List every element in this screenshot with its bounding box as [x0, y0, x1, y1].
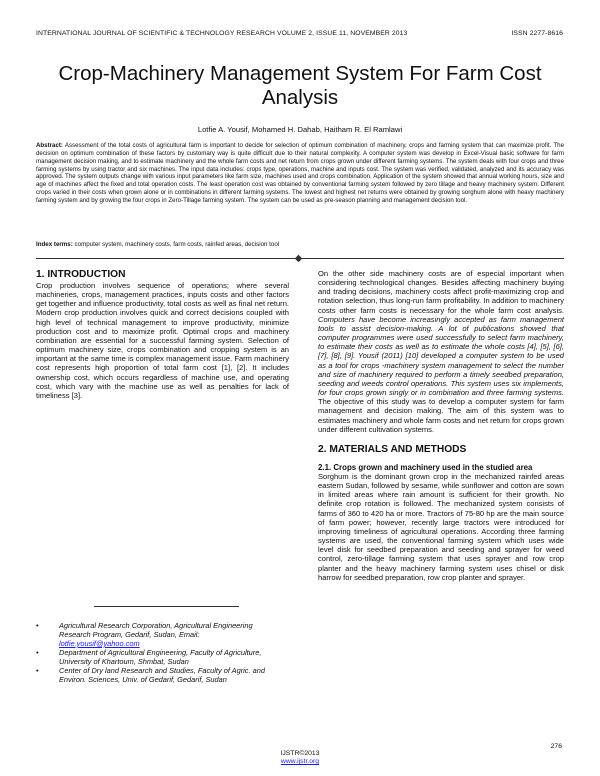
- right-paragraph-1-italic: Computers have become increasingly accepted as farm management tools to assist decision-making. A lot of publications showed that computer programmes were used successfully to select farm machinery, to estimate their costs as well as to estimate the whole costs [4], [5], [6], [7], [8], [9]. Yousif (2011) [10] developed a computer system to be used as a tool for crops -machinery system management to select the number and size of machinery required to perform a timely seedbed preparation, seeding and weeds control operations. This system uses six implements, for four crops grown singly or in combination and three farming systems.: [318, 314, 564, 398]
- email-link[interactable]: lotfie.yousif@yahoo.com: [59, 639, 140, 648]
- abstract-text: Assessment of the total costs of agricultural farm is important to decide for selection of optimum combination of machinery, crops and farming system that can maximize profit. The decision on optimum combination of these factors by customary way is quite difficult due to their natural complexity. A computer system was develop in Excel-Visual basic software for farm management decision making, and to estimate machinery and the whole farm costs and net return from crops grown under different farming systems. The system deals with four crops and three farming systems by using tractor and six machines. The input data includes: crops type, operations, machine and inputs cost. The system was verified, validated, analyzed and its accuracy was approved. The system outputs change with various input parameters like farm size, machines used and crops combination. Application of the system showed that annual working hours, size and age of machines affect the fixed and total operation costs. The least operation cost was obtained by conventional farming system followed by zero tillage and heavy machinery system. Different crops varied in their costs when grown alone or in combinations in different farming systems. The lowest and highest net returns were obtained by growing sorghum alone with heavy machinery farming system and by growing the four crops in Zero-Tillage farming system. The system can be used as pre-season planning and management decision tool.: [36, 142, 564, 204]
- right-paragraph-1: [318, 269, 564, 434]
- divider-diamond-icon: [295, 255, 302, 262]
- footnotes: [36, 621, 276, 684]
- footnote-text: Department of Agricultural Engineering, Faculty of Agriculture, University of Khartoum, Shmbat, Sudan: [59, 648, 262, 666]
- materials-methods-heading: 2. MATERIALS AND METHODS: [318, 443, 467, 455]
- email-label: Email:: [178, 630, 200, 639]
- footer-code: IJSTR©2013: [280, 750, 320, 757]
- right-paragraph-1-normal: On the other side machinery costs are of especial important when considering technological changes. Besides affecting machinery buying and trading decisions, machinery costs affect profit-maximizing crop and rotation selection, thus long-run farm profitability. In addition to machinery costs other farm costs is necessary for the whole farm cost analysis.: [318, 269, 564, 315]
- introduction-heading: 1. INTRODUCTION: [36, 269, 126, 280]
- footnote-rule: [94, 606, 239, 607]
- index-terms-text: computer system, machinery costs, farm costs, rainfed areas, decision tool: [74, 241, 280, 248]
- introduction-paragraph: Crop production involves sequence of operations; where several machineries, crops, management practices, inputs costs and other factors get together and influence productivity, total costs as well as final net return. Modern crop production involves quick and correct decisions coupled with high level of technical management to improve productivity, minimize production cost and to maximize profit. Optimal crops and machinery combination are essential for a successful farming system. Selection of optimum machinery size, crops combination and cropping system is an important at the same time is complex management issue. Farm machinery cost represents high proportion of total farm cost [1], [2]. It includes ownership cost, which occurs regardless of machine use, and operating cost, which vary with the machine use as well as penalties for lack of timeliness [3].: [36, 281, 289, 400]
- footnote-text: Center of Dry land Research and Studies, Faculty of Agric. and Environ. Sciences, Univ. of Gedarif, Gedarif, Sudan: [59, 666, 265, 684]
- index-terms-label: Index terms:: [36, 241, 73, 248]
- footnote-item: [36, 621, 276, 648]
- page-footer: [0, 750, 600, 766]
- footnote-item: [36, 666, 276, 684]
- authors: Lotfie A. Yousif, Mohamed H. Dahab, Haitham R. El Ramlawi: [197, 125, 403, 134]
- footnote-item: [36, 648, 276, 666]
- section-divider: [36, 255, 564, 261]
- bullet-icon: •: [36, 621, 39, 630]
- subsection-heading: 2.1. Crops grown and machinery used in the studied area: [318, 462, 533, 472]
- paper-title: Crop-Machinery Management System For Farm Cost Analysis: [58, 62, 542, 109]
- right-paragraph-1-end: The objective of this study was to develop a computer system for farm management and decision making. The aim of this system was to estimates machinery and whole farm costs and net return for crops grown under different cultivation systems.: [318, 397, 564, 434]
- bullet-icon: •: [36, 666, 39, 675]
- footer-url-link[interactable]: www.ijstr.org: [280, 758, 320, 766]
- right-column: [318, 269, 564, 582]
- abstract: [36, 142, 564, 205]
- footnote-text: Agricultural Research Corporation, Agricultural Engineering Research Program, Gedarif, Sudan,: [59, 621, 253, 639]
- issn-header: ISSN 2277-8616: [511, 30, 563, 37]
- index-terms: [36, 241, 564, 248]
- abstract-label: Abstract:: [36, 142, 63, 149]
- bullet-icon: •: [36, 648, 39, 657]
- left-column: [36, 269, 289, 400]
- journal-header: INTERNATIONAL JOURNAL OF SCIENTIFIC & TECHNOLOGY RESEARCH VOLUME 2, ISSUE 11, NOVEMBER 2013: [36, 30, 408, 37]
- page-number: 276: [550, 743, 562, 750]
- right-paragraph-2: Sorghum is the dominant grown crop in the mechanized rainfed areas eastern Sudan, followed by sesame, while sunflower and cotton are sown in limited areas where rain amount is sufficient for their growth. No definite crop rotation is followed. The mechanized system consists of farms of 360 to 420 ha or more. Tractors of 75-80 hp are the main source of farm power; however, recently large tractors were introduced for improving timeliness of agricultural operations. According three farming systems are used, the conventional farming system which uses wide level disk for seedbed preparation and seeding and sprayer for weed control, zero-tillage farming system that uses sprayer and row crop planter and the heavy machinery farming system uses chisel or disk harrow for seedbed preparation, row crop planter and sprayer.: [318, 472, 564, 582]
